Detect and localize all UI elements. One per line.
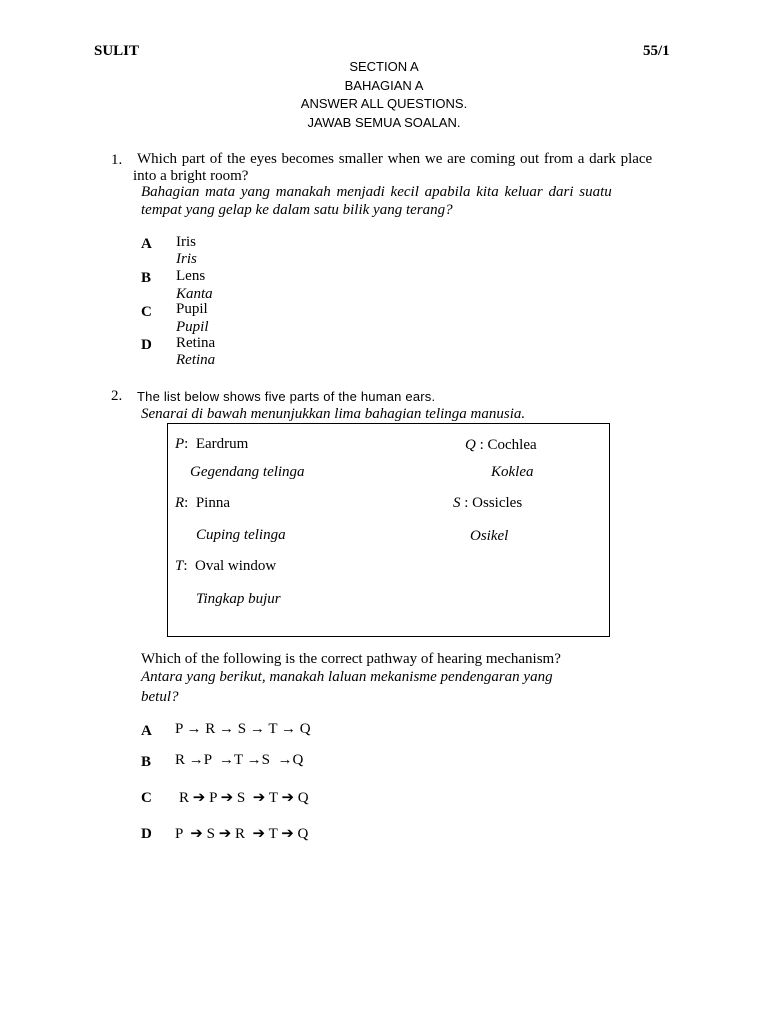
part-q-label — [465, 437, 537, 454]
q1-option-c-ms: Pupil — [176, 319, 209, 335]
instruction-en: ANSWER ALL QUESTIONS. — [300, 96, 468, 111]
part-t-ms: Tingkap bujur — [196, 591, 281, 607]
part-s-label — [453, 495, 522, 512]
question-2-text-ms: Senarai di bawah menunjukkan lima bahagian telinga manusia. — [141, 406, 526, 422]
header-sulit: SULIT — [94, 43, 140, 59]
part-r-en: Pinna — [195, 495, 231, 511]
part-p-en: Eardrum — [195, 436, 249, 452]
q2-option-c-letter[interactable]: C — [141, 790, 152, 806]
part-q-sep: : — [475, 437, 488, 453]
q1-option-d-ms: Retina — [176, 352, 216, 368]
part-s-ms: Osikel — [470, 528, 509, 544]
part-r-key: R — [175, 495, 185, 511]
part-p-label — [175, 436, 248, 453]
q2-option-b-text: R →P →T →S →Q — [175, 752, 304, 768]
part-s-en: Ossicles — [472, 495, 523, 511]
q1-option-c-en: Pupil — [176, 301, 208, 317]
question-2-prompt-en: Which of the following is the correct pathway of hearing mechanism? — [141, 651, 561, 667]
q1-option-d-en: Retina — [176, 335, 216, 351]
q1-option-c-letter[interactable]: C — [141, 304, 152, 320]
question-1-text-ms-2: tempat yang gelap ke dalam satu bilik yang terang? — [141, 202, 453, 218]
question-1-number: 1. — [111, 152, 123, 168]
part-t-sep: : — [183, 558, 196, 574]
q1-option-a-en: Iris — [176, 234, 196, 250]
part-t-label — [175, 558, 276, 575]
part-r-sep: : — [184, 495, 196, 511]
question-2-prompt-ms-1: Antara yang berikut, manakah laluan mekanisme pendengaran yang — [141, 669, 553, 685]
q1-option-a-letter[interactable]: A — [141, 236, 152, 252]
q1-option-b-letter[interactable]: B — [141, 270, 152, 286]
part-p-sep: : — [184, 436, 196, 452]
part-q-en: Cochlea — [487, 437, 537, 453]
q2-option-a-letter[interactable]: A — [141, 723, 152, 739]
section-title-ms: BAHAGIAN A — [344, 78, 424, 93]
part-p-ms: Gegendang telinga — [190, 464, 305, 480]
q2-option-a-text: P → R → S → T → Q — [175, 721, 311, 737]
section-title: SECTION A — [349, 59, 419, 74]
q1-option-d-letter[interactable]: D — [141, 337, 152, 353]
part-t-en: Oval window — [195, 558, 277, 574]
q1-option-b-ms: Kanta — [176, 286, 213, 302]
part-p-key: P — [175, 436, 185, 452]
question-2-prompt-ms-2: betul? — [141, 689, 179, 705]
part-s-sep: : — [460, 495, 473, 511]
q1-option-b-en: Lens — [176, 268, 206, 284]
q2-option-d-letter[interactable]: D — [141, 826, 152, 842]
question-1-text-en-2: into a bright room? — [133, 168, 249, 184]
q2-option-d-text: P ➔ S ➔ R ➔ T ➔ Q — [175, 826, 309, 842]
q2-option-c-text: R ➔ P ➔ S ➔ T ➔ Q — [179, 790, 309, 806]
part-r-ms: Cuping telinga — [196, 527, 286, 543]
q1-option-a-ms: Iris — [176, 251, 197, 267]
question-1-text-ms-1: Bahagian mata yang manakah menjadi kecil apabila kita keluar dari suatu — [141, 184, 612, 200]
part-q-ms: Koklea — [491, 464, 534, 480]
part-q-key: Q — [465, 437, 476, 453]
part-r-label — [175, 495, 230, 512]
q2-option-b-letter[interactable]: B — [141, 754, 152, 770]
part-s-key: S — [453, 495, 461, 511]
question-2-text-en: The list below shows five parts of the human ears. — [137, 389, 436, 404]
instruction-ms: JAWAB SEMUA SOALAN. — [307, 115, 461, 130]
header-paper-code: 55/1 — [643, 43, 670, 59]
part-t-key: T — [175, 558, 184, 574]
question-2-number: 2. — [111, 388, 123, 404]
question-1-text-en-1: Which part of the eyes becomes smaller when we are coming out from a dark place — [137, 151, 653, 167]
